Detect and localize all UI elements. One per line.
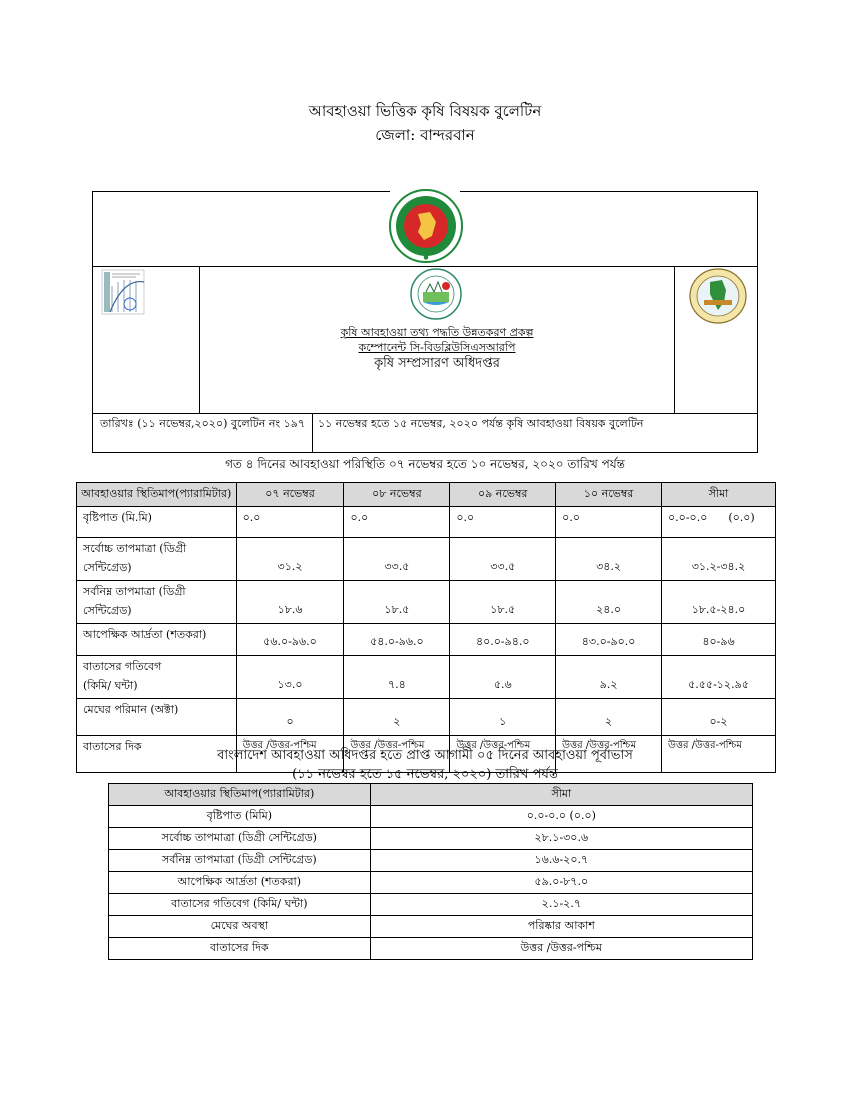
table-row <box>109 806 753 828</box>
parameter-label: আপেক্ষিক আর্দ্রতা (শতকরা) <box>109 872 371 894</box>
table-cell: ৫৬.০-৯৬.০ <box>236 624 344 656</box>
table-row <box>77 538 776 581</box>
column-header: ০৮ নভেম্বর <box>344 483 450 507</box>
table-cell: উত্তর /উত্তর-পশ্চিম <box>344 736 450 773</box>
past-caption: গত ৪ দিনের আবহাওয়া পরিস্থিতি ০৭ নভেম্বর হতে ১০ নভেম্বর, ২০২০ তারিখ পর্যন্ত <box>225 457 625 471</box>
table-cell: ২.১-২.৭ <box>370 894 752 916</box>
column-header: ১০ নভেম্বর <box>556 483 662 507</box>
project-logo-icon <box>406 268 466 324</box>
svg-text:●: ● <box>423 254 429 261</box>
table-row <box>77 699 776 736</box>
parameter-label: সর্বনিম্ন তাপমাত্রা (ডিগ্রী সেন্টিগ্রেড) <box>77 581 237 624</box>
parameter-label: বৃষ্টিপাত (মি.মি) <box>77 507 237 538</box>
table-row <box>77 581 776 624</box>
column-header: ০৭ নভেম্বর <box>236 483 344 507</box>
column-header: আবহাওয়ার স্থিতিমাপ(প্যারামিটার) <box>109 784 371 806</box>
forecast-caption: বাংলাদেশ আবহাওয়া অধিদপ্তর হতে প্রাপ্ত আগামী ০৫ দিনের আবহাওয়া পূর্বাভাস <box>217 748 633 763</box>
table-cell: ০ <box>236 699 344 736</box>
table-row <box>77 624 776 656</box>
table-row <box>109 850 753 872</box>
parameter-label: সর্বনিম্ন তাপমাত্রা (ডিগ্রী সেন্টিগ্রেড) <box>109 850 371 872</box>
table-row <box>109 916 753 938</box>
header-divider <box>312 413 313 453</box>
parameter-label: বাতাসের গতিবেগ (কিমি/ ঘন্টা) <box>109 894 371 916</box>
parameter-label: আপেক্ষিক আর্দ্রতা (শতকরা) <box>77 624 237 656</box>
table-cell: ৭.৪ <box>344 656 450 699</box>
parameter-label: মেঘের অবস্থা <box>109 916 371 938</box>
table-cell: ১৮.৬ <box>236 581 344 624</box>
table-cell: ০.০ <box>450 507 556 538</box>
table-row <box>109 938 753 960</box>
table-cell: ৩১.২-৩৪.২ <box>662 538 776 581</box>
date-bulletin: তারিখঃ (১১ নভেম্বর,২০২০) বুলেটিন নং ১৯৭ <box>100 417 306 430</box>
table-cell: ০.০-০.০ (০.০) <box>370 806 752 828</box>
table-cell: ৪০-৯৬ <box>662 624 776 656</box>
table-cell: ২ <box>556 699 662 736</box>
table-row <box>109 828 753 850</box>
table-cell: ৩৩.৫ <box>344 538 450 581</box>
bulletin-period: ১১ নভেম্বর হতে ১৫ নভেম্বর, ২০২০ পর্যন্ত কৃষি আবহাওয়া বিষয়ক বুলেটিন <box>318 417 644 430</box>
forecast-table <box>108 783 753 960</box>
column-header: আবহাওয়ার স্থিতিমাপ(প্যারামিটার) <box>77 483 237 507</box>
column-header: ০৯ নভেম্বর <box>450 483 556 507</box>
table-cell: ১ <box>450 699 556 736</box>
dae-logo-icon <box>688 268 748 328</box>
table-cell: ১৮.৫ <box>344 581 450 624</box>
table-cell: ১৩.০ <box>236 656 344 699</box>
table-cell: ১৮.৫-২৪.০ <box>662 581 776 624</box>
parameter-label: বাতাসের দিক <box>109 938 371 960</box>
header-divider <box>674 266 675 413</box>
parameter-label: বৃষ্টিপাত (মিমি) <box>109 806 371 828</box>
table-row <box>109 894 753 916</box>
table-cell: ৫.৫৫-১২.৯৫ <box>662 656 776 699</box>
department-name: কৃষি সম্প্রসারণ অধিদপ্তর <box>374 356 500 371</box>
table-cell: ১৮.৫ <box>450 581 556 624</box>
past-weather-table <box>76 482 776 773</box>
table-cell: উত্তর /উত্তর-পশ্চিম <box>450 736 556 773</box>
parameter-label: বাতাসের গতিবেগ (কিমি/ ঘন্টা) <box>77 656 237 699</box>
table-row <box>77 507 776 538</box>
table-cell: ৯.২ <box>556 656 662 699</box>
project-component: কম্পোনেন্ট সি-বিডব্লিউসিএসআরপি <box>358 341 516 354</box>
table-cell: ০.০ <box>556 507 662 538</box>
table-cell: ০.০ <box>236 507 344 538</box>
table-cell: ৩৪.২ <box>556 538 662 581</box>
table-cell: উত্তর /উত্তর-পশ্চিম <box>236 736 344 773</box>
parameter-label: সর্বোচ্চ তাপমাত্রা (ডিগ্রী সেন্টিগ্রেড) <box>77 538 237 581</box>
table-cell: ৫৪.০-৯৬.০ <box>344 624 450 656</box>
parameter-label: বাতাসের দিক <box>77 736 237 773</box>
forecast-period: (১১ নভেম্বর হতে ১৫ নভেম্বর, ২০২০) তারিখ পর্যন্ত <box>292 767 558 782</box>
table-cell: ৪৩.০-৯০.০ <box>556 624 662 656</box>
table-cell: পরিষ্কার আকাশ <box>370 916 752 938</box>
table-cell: ৪০.০-৯৪.০ <box>450 624 556 656</box>
table-cell: ৩১.২ <box>236 538 344 581</box>
parameter-label: মেঘের পরিমান (অক্টা) <box>77 699 237 736</box>
parameter-label: সর্বোচ্চ তাপমাত্রা (ডিগ্রী সেন্টিগ্রেড) <box>109 828 371 850</box>
table-cell: ০.০-০.০ (০.০) <box>662 507 776 538</box>
table-header-row <box>109 784 753 806</box>
table-cell: ৫৯.০-৮৭.০ <box>370 872 752 894</box>
table-cell: ০.০ <box>344 507 450 538</box>
table-cell: ৩৩.৫ <box>450 538 556 581</box>
table-row <box>109 872 753 894</box>
project-name: কৃষি আবহাওয়া তথ্য পদ্ধতি উন্নতকরণ প্রকল্প <box>340 326 534 339</box>
table-cell: ২ <box>344 699 450 736</box>
table-cell: উত্তর /উত্তর-পশ্চিম <box>370 938 752 960</box>
header-divider <box>92 413 758 414</box>
table-cell: ০-২ <box>662 699 776 736</box>
table-cell: ১৬.৬-২০.৭ <box>370 850 752 872</box>
government-emblem-icon <box>388 188 464 268</box>
district-title: জেলা: বান্দরবান <box>375 126 475 144</box>
table-cell: ৫.৬ <box>450 656 556 699</box>
column-header: সীমা <box>662 483 776 507</box>
table-header-row <box>77 483 776 507</box>
doc-title: আবহাওয়া ভিত্তিক কৃষি বিষয়ক বুলেটিন <box>308 102 542 120</box>
table-cell: ২৪.০ <box>556 581 662 624</box>
table-cell: ২৮.১-৩০.৬ <box>370 828 752 850</box>
table-cell: উত্তর /উত্তর-পশ্চিম <box>662 736 776 773</box>
bwcsrp-logo-icon <box>100 268 146 320</box>
column-header: সীমা <box>370 784 752 806</box>
table-row <box>77 656 776 699</box>
table-cell: উত্তর /উত্তর-পশ্চিম <box>556 736 662 773</box>
